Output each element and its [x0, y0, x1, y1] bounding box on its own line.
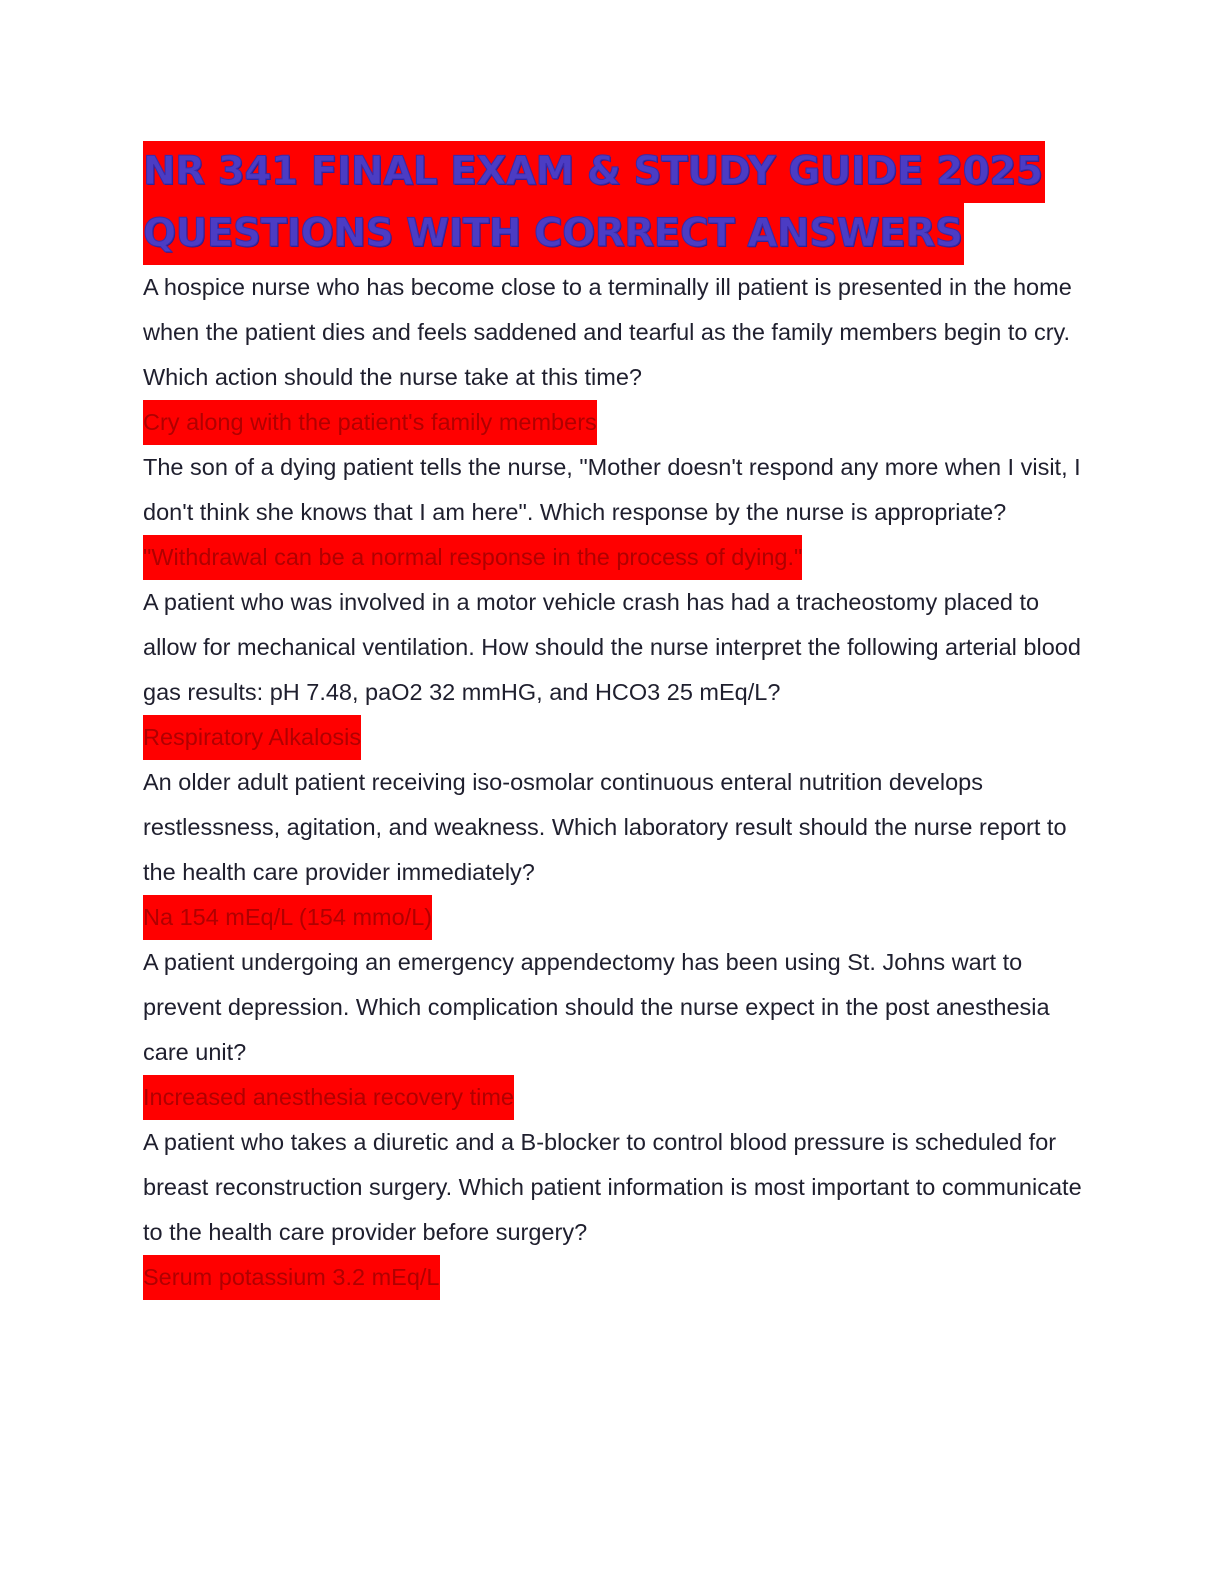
answer-highlight: Respiratory Alkalosis: [143, 715, 361, 760]
question-text: A patient undergoing an emergency appendectomy has been using St. Johns wart to prevent depression. Which complication should the nurse expect in the post anesthesia care unit?: [143, 949, 1050, 1065]
question-text: A patient who takes a diuretic and a B-blocker to control blood pressure is scheduled for breast reconstruction surgery. Which patient information is most important to communicate to the health care provider before surgery?: [143, 1129, 1082, 1245]
question-text: An older adult patient receiving iso-osmolar continuous enteral nutrition develops restlessness, agitation, and weakness. Which laboratory result should the nurse report to the health care provider immediately?: [143, 769, 1067, 885]
answer-highlight: "Withdrawal can be a normal response in the process of dying.": [143, 535, 802, 580]
answer-highlight: Na 154 mEq/L (154 mmo/L): [143, 895, 432, 940]
qa-item: [143, 1120, 1083, 1300]
qa-item: [143, 760, 1083, 940]
answer-highlight: Cry along with the patient's family members: [143, 400, 597, 445]
title-line-2: QUESTIONS WITH CORRECT ANSWERS: [143, 203, 964, 265]
qa-item: [143, 940, 1083, 1120]
question-text: A patient who was involved in a motor vehicle crash has had a tracheostomy placed to allow for mechanical ventilation. How should the nurse interpret the following arterial blood gas results: pH 7.48, paO2 32 mmHG, and HCO3 25 mEq/L?: [143, 589, 1081, 705]
answer-highlight: Increased anesthesia recovery time: [143, 1075, 514, 1120]
document-page: [143, 141, 1083, 1300]
question-text: A hospice nurse who has become close to a terminally ill patient is presented in the home when the patient dies and feels saddened and tearful as the family members begin to cry. Which action should the nurse take at this time?: [143, 274, 1072, 390]
answer-highlight: Serum potassium 3.2 mEq/L: [143, 1255, 440, 1300]
qa-item: [143, 580, 1083, 760]
qa-item: [143, 445, 1083, 580]
question-text: The son of a dying patient tells the nurse, "Mother doesn't respond any more when I visit, I don't think she knows that I am here". Which response by the nurse is appropriate?: [143, 454, 1081, 525]
title-line-1: NR 341 FINAL EXAM & STUDY GUIDE 2025: [143, 141, 1045, 203]
document-title: [143, 141, 1083, 265]
qa-item: [143, 265, 1083, 445]
